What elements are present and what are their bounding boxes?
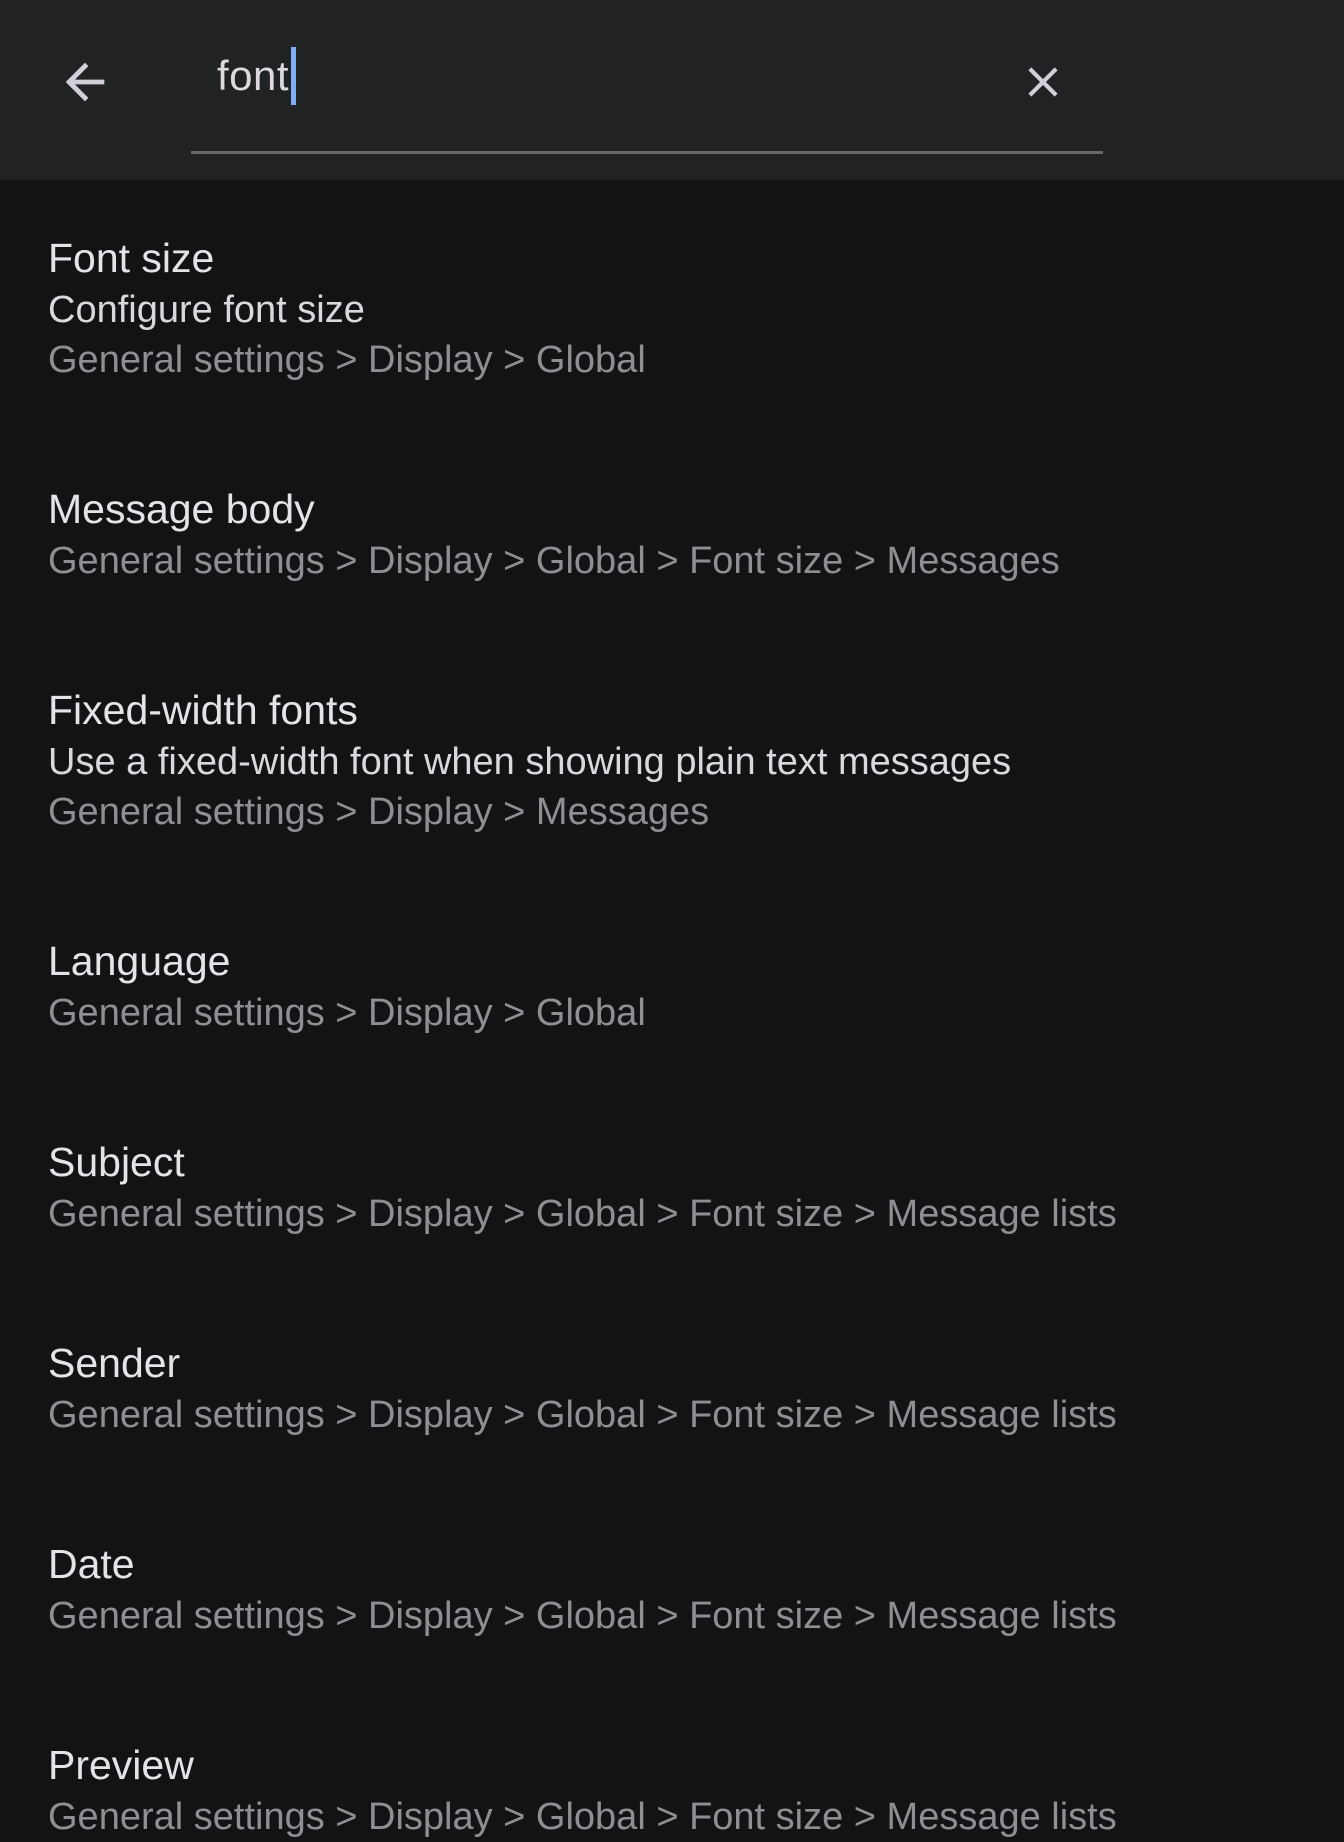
result-breadcrumb: General settings > Display > Global xyxy=(48,992,646,1034)
result-title: Fixed-width fonts xyxy=(48,687,358,733)
result-breadcrumb: General settings > Display > Messages xyxy=(48,791,710,833)
result-title: Language xyxy=(48,938,231,984)
result-title: Message body xyxy=(48,486,315,532)
search-input-value: font xyxy=(217,52,290,99)
result-breadcrumb: General settings > Display > Global > Font size > Message lists xyxy=(48,1193,1117,1235)
result-breadcrumb: General settings > Display > Global > Font size > Message lists xyxy=(48,1394,1117,1436)
close-icon xyxy=(1018,57,1068,107)
clear-search-button[interactable] xyxy=(1012,51,1074,113)
result-description: Configure font size xyxy=(48,289,365,331)
result-breadcrumb: General settings > Display > Global xyxy=(48,339,646,381)
arrow-left-icon xyxy=(56,53,114,111)
result-title: Font size xyxy=(48,235,215,281)
result-breadcrumb: General settings > Display > Global > Font size > Messages xyxy=(48,540,1060,582)
text-cursor xyxy=(291,47,296,105)
search-result-item[interactable] xyxy=(48,1739,1296,1842)
search-result-item[interactable] xyxy=(48,232,1296,385)
result-breadcrumb: General settings > Display > Global > Font size > Message lists xyxy=(48,1595,1117,1637)
search-result-item[interactable] xyxy=(48,1538,1296,1641)
result-breadcrumb: General settings > Display > Global > Font size > Message lists xyxy=(48,1796,1117,1838)
search-input-underline xyxy=(191,151,1103,154)
search-results-list xyxy=(0,180,1344,1842)
search-result-item[interactable] xyxy=(48,1337,1296,1440)
search-bar xyxy=(0,0,1344,180)
back-button[interactable] xyxy=(50,47,120,117)
search-result-item[interactable] xyxy=(48,1136,1296,1239)
result-description: Use a fixed-width font when showing plain text messages xyxy=(48,741,1012,783)
result-title: Date xyxy=(48,1541,135,1587)
result-title: Preview xyxy=(48,1742,194,1788)
search-result-item[interactable] xyxy=(48,483,1296,586)
search-input[interactable] xyxy=(191,0,1103,152)
search-result-item[interactable] xyxy=(48,935,1296,1038)
search-result-item[interactable] xyxy=(48,684,1296,837)
result-title: Sender xyxy=(48,1340,181,1386)
result-title: Subject xyxy=(48,1139,185,1185)
